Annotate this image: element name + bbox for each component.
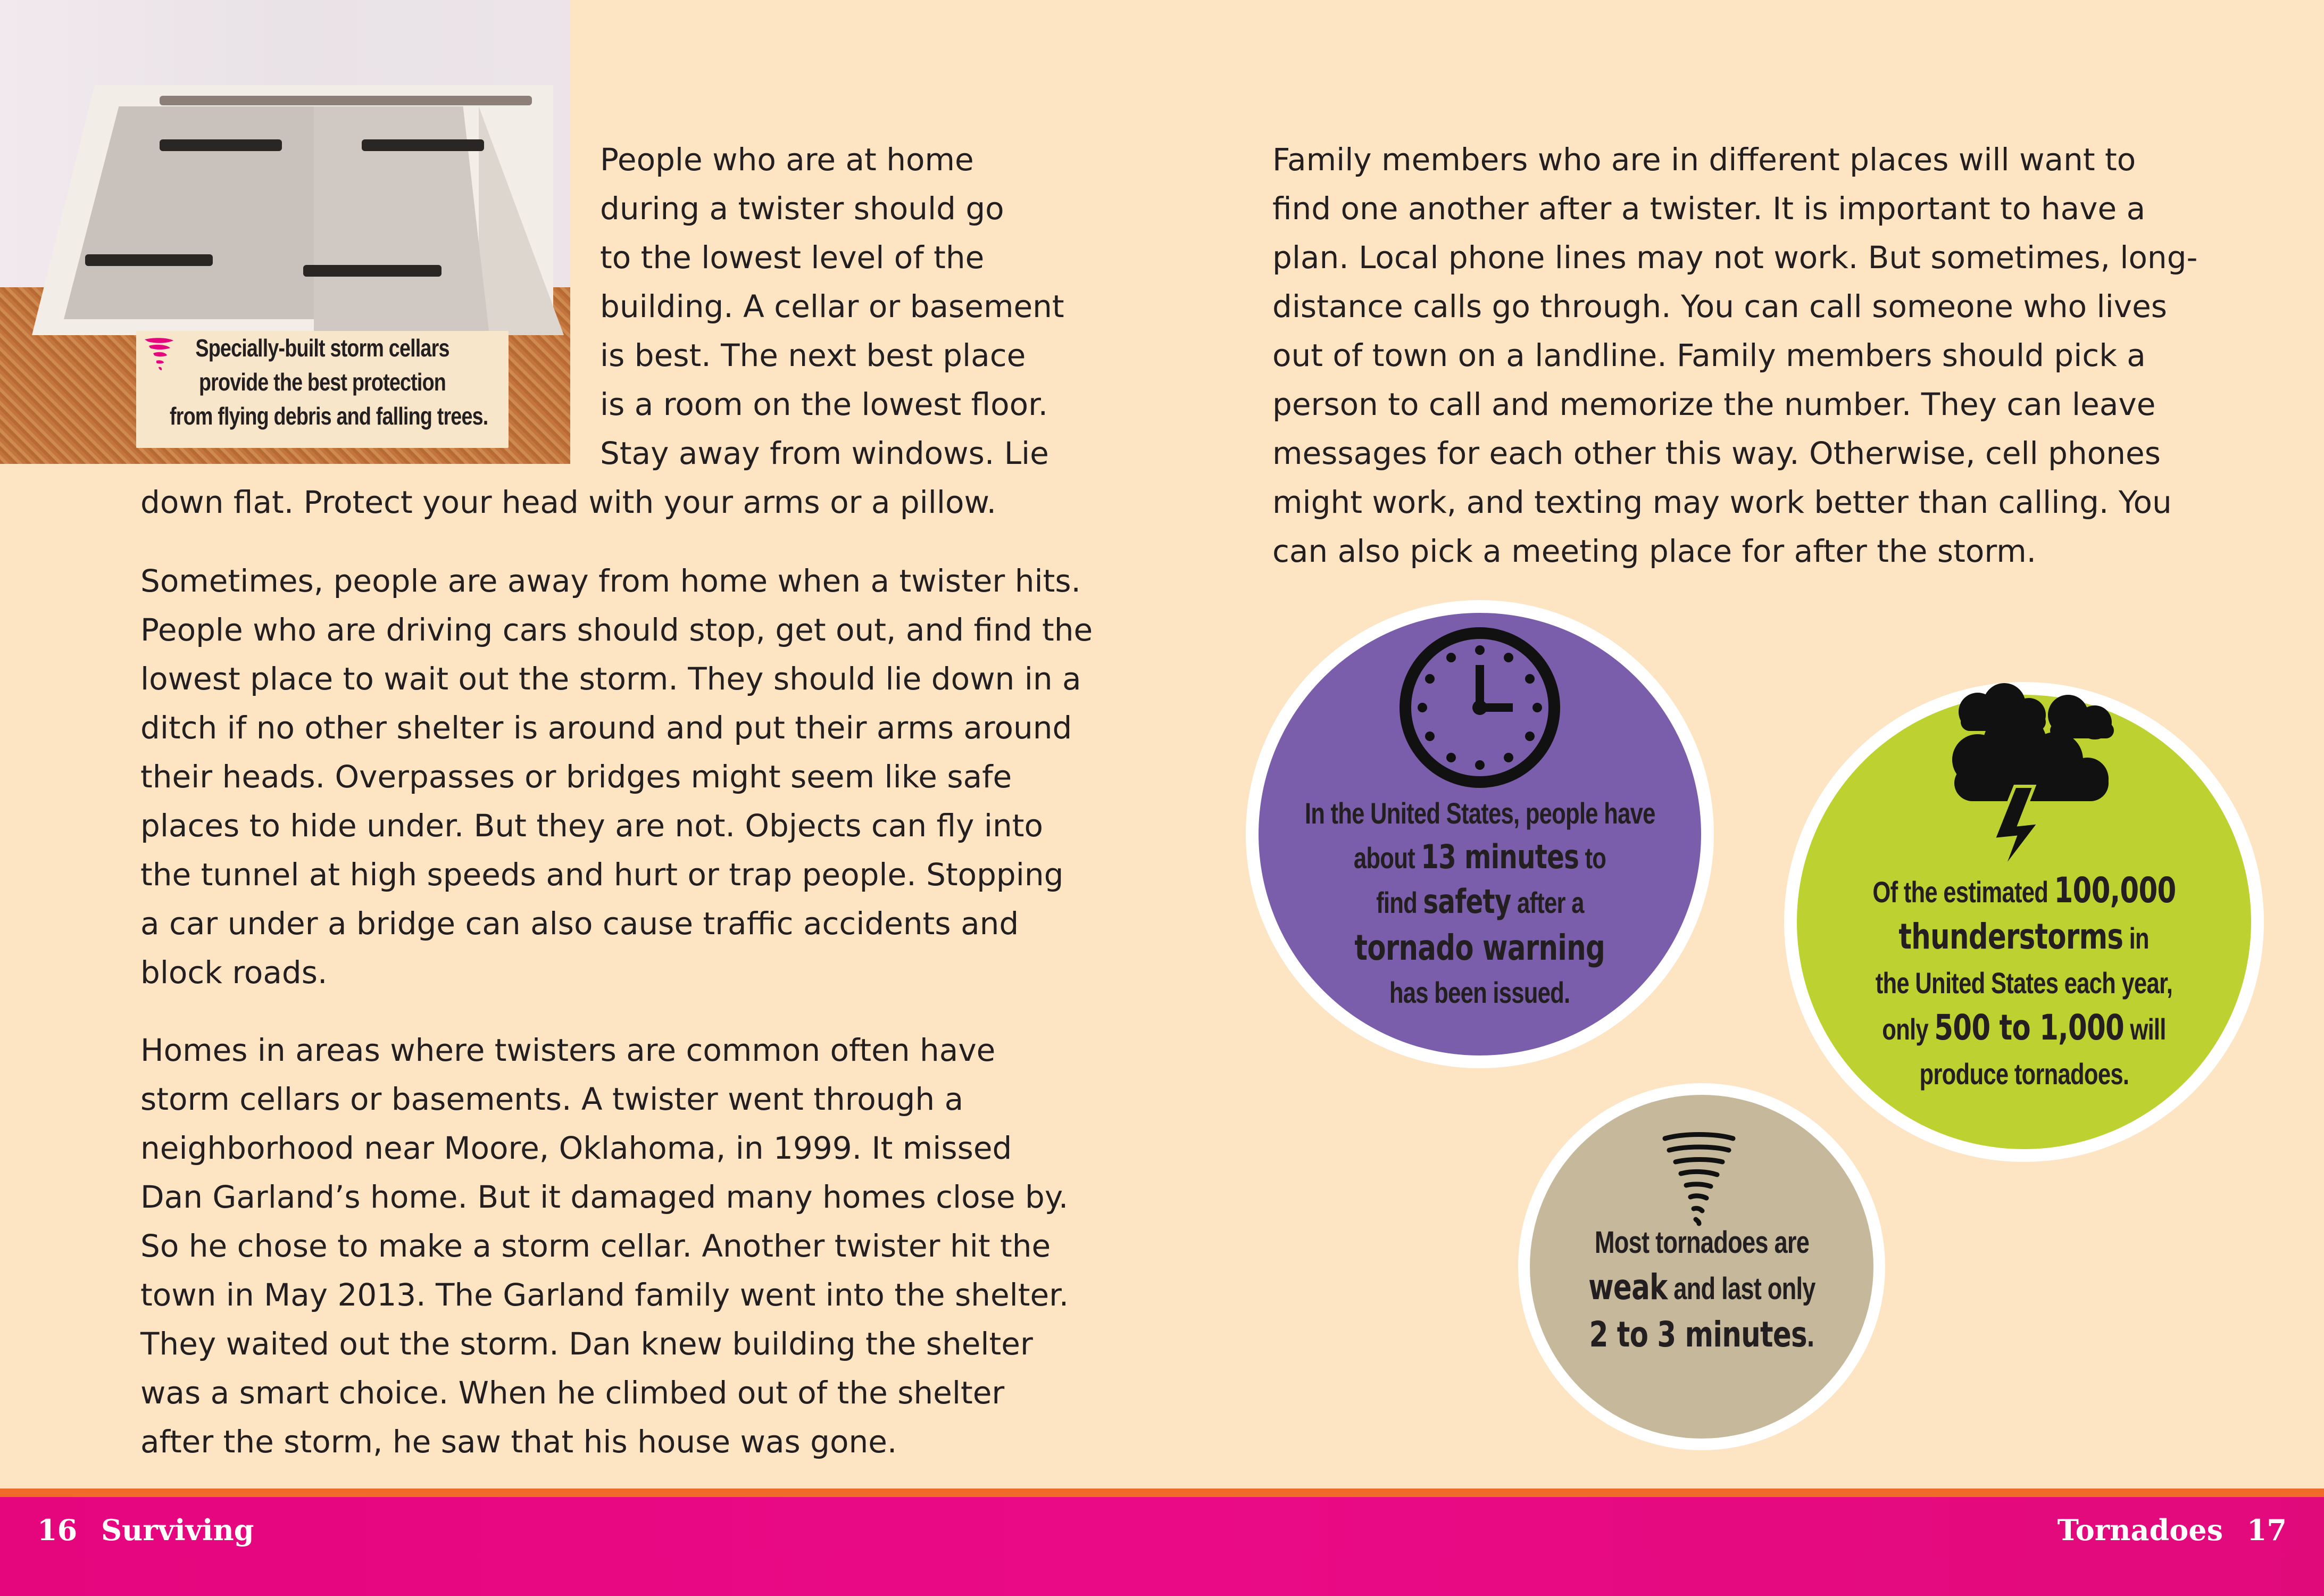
text-line: building. A cellar or basement <box>600 288 1064 325</box>
right-page-number: 17 <box>2246 1513 2287 1547</box>
caption-line: Specially-built storm cellars <box>195 334 449 362</box>
text-line: messages for each other this way. Otherwise, cell phones <box>1272 435 2161 471</box>
text-line: lowest place to wait out the storm. They should lie down in a <box>140 661 1081 697</box>
fact-line: will <box>2124 1012 2166 1046</box>
photo-hinge <box>160 139 282 151</box>
left-section-title: Surviving <box>101 1513 254 1547</box>
text-line: They waited out the storm. Dan knew building the shelter <box>140 1326 1033 1362</box>
text-line: might work, and texting may work better than calling. You <box>1272 484 2172 520</box>
text-line: distance calls go through. You can call someone who lives <box>1272 288 2167 325</box>
text-line: can also pick a meeting place for after the storm. <box>1272 533 2037 569</box>
clock-icon <box>1395 622 1565 793</box>
storm-cloud-lightning-icon <box>1935 669 2127 871</box>
left-page-number: 16 <box>37 1513 78 1547</box>
photo-hinge <box>85 254 213 266</box>
fact-text-tornado-duration <box>1518 1220 1885 1358</box>
text-line: People who are at home <box>600 142 974 178</box>
fact-line: produce tornadoes. <box>1919 1057 2129 1091</box>
fact-highlight: tornado warning <box>1354 927 1605 968</box>
text-line: ditch if no other shelter is around and put their arms around <box>140 710 1072 746</box>
fact-highlight: weak <box>1588 1267 1668 1308</box>
text-line: is best. The next best place <box>600 337 1026 373</box>
text-line: places to hide under. But they are not. Objects can fly into <box>140 808 1043 844</box>
fact-line: Of the estimated <box>1872 875 2054 909</box>
fact-line: has been issued. <box>1389 976 1570 1009</box>
text-line: find one another after a twister. It is important to have a <box>1272 190 2146 227</box>
text-line: their heads. Overpasses or bridges might seem like safe <box>140 759 1012 795</box>
fact-circle-thunderstorms <box>1784 682 2264 1162</box>
fact-text-warning-time <box>1246 792 1714 1015</box>
fact-highlight: safety <box>1423 882 1511 921</box>
fact-circle-tornado-duration <box>1518 1083 1885 1450</box>
text-line: was a smart choice. When he climbed out of the shelter <box>140 1375 1005 1411</box>
footer-accent-stripe <box>0 1489 2324 1497</box>
left-paragraph-3 <box>140 1026 1069 1466</box>
text-line: plan. Local phone lines may not work. But sometimes, long- <box>1272 239 2198 276</box>
fact-line: find <box>1376 886 1423 919</box>
text-line: Homes in areas where twisters are common often have <box>140 1032 996 1068</box>
fact-line: about <box>1353 841 1421 875</box>
fact-line: in <box>2123 921 2150 955</box>
text-line: out of town on a landline. Family members should pick a <box>1272 337 2146 373</box>
photo-hinge <box>362 139 484 151</box>
text-line: Stay away from windows. Lie <box>600 435 1049 471</box>
text-line: after the storm, he saw that his house was gone. <box>140 1424 897 1460</box>
text-line: Dan Garland’s home. But it damaged many homes close by. <box>140 1179 1069 1215</box>
fact-line: to <box>1579 841 1606 875</box>
right-paragraph <box>1272 135 2197 576</box>
fact-line: and last only <box>1667 1271 1815 1306</box>
text-line: Sometimes, people are away from home when a twister hits. <box>140 563 1081 599</box>
fact-circle-warning-time <box>1246 600 1714 1068</box>
text-line: neighborhood near Moore, Oklahoma, in 1999. It missed <box>140 1130 1012 1166</box>
photo-hinge <box>160 96 532 105</box>
text-line: person to call and memorize the number. They can leave <box>1272 386 2156 422</box>
text-line: the tunnel at high speeds and hurt or trap people. Stopping <box>140 857 1064 893</box>
fact-line: In the United States, people have <box>1304 796 1655 830</box>
fact-highlight: 500 to 1,000 <box>1934 1007 2125 1048</box>
fact-line: . <box>1806 1315 1814 1354</box>
fact-line: the United States each year, <box>1875 966 2173 1000</box>
fact-line: Most tornadoes are <box>1594 1225 1809 1260</box>
fact-highlight: 2 to 3 minutes <box>1589 1314 1807 1355</box>
text-line: storm cellars or basements. A twister went through a <box>140 1081 964 1117</box>
photo-hinge <box>303 265 442 277</box>
storm-cellar-photo <box>0 0 570 464</box>
caption-line: provide the best protection <box>198 368 446 396</box>
left-paragraph-2 <box>140 556 1093 997</box>
tornado-icon <box>1662 1131 1736 1227</box>
fact-line: only <box>1882 1012 1935 1046</box>
fact-highlight: 100,000 <box>2054 870 2176 911</box>
text-line: Family members who are in different places will want to <box>1272 142 2136 178</box>
fact-highlight: thunderstorms <box>1898 916 2123 957</box>
text-line: is a room on the lowest floor. <box>600 386 1048 422</box>
text-line: So he chose to make a storm cellar. Another twister hit the <box>140 1228 1051 1264</box>
text-line: down flat. Protect your head with your arms or a pillow. <box>140 484 997 520</box>
fact-highlight: 13 minutes <box>1421 837 1579 876</box>
text-line: to the lowest level of the <box>600 239 985 276</box>
text-line: a car under a bridge can also cause traffic accidents and <box>140 905 1019 942</box>
left-paragraph-1-wrapped <box>600 135 1064 478</box>
text-line: People who are driving cars should stop, get out, and find the <box>140 612 1093 648</box>
photo-caption <box>136 331 509 448</box>
fact-line: after a <box>1511 886 1584 919</box>
left-paragraph-1-end <box>140 478 996 527</box>
page-footer <box>0 1497 2324 1596</box>
text-line: town in May 2013. The Garland family went into the shelter. <box>140 1277 1069 1313</box>
right-book-title: Tornadoes <box>2057 1513 2223 1547</box>
fact-text-thunderstorms <box>1784 868 2264 1096</box>
text-line: block roads. <box>140 954 328 991</box>
caption-line: from flying debris and falling trees. <box>170 402 488 430</box>
text-line: during a twister should go <box>600 190 1004 227</box>
